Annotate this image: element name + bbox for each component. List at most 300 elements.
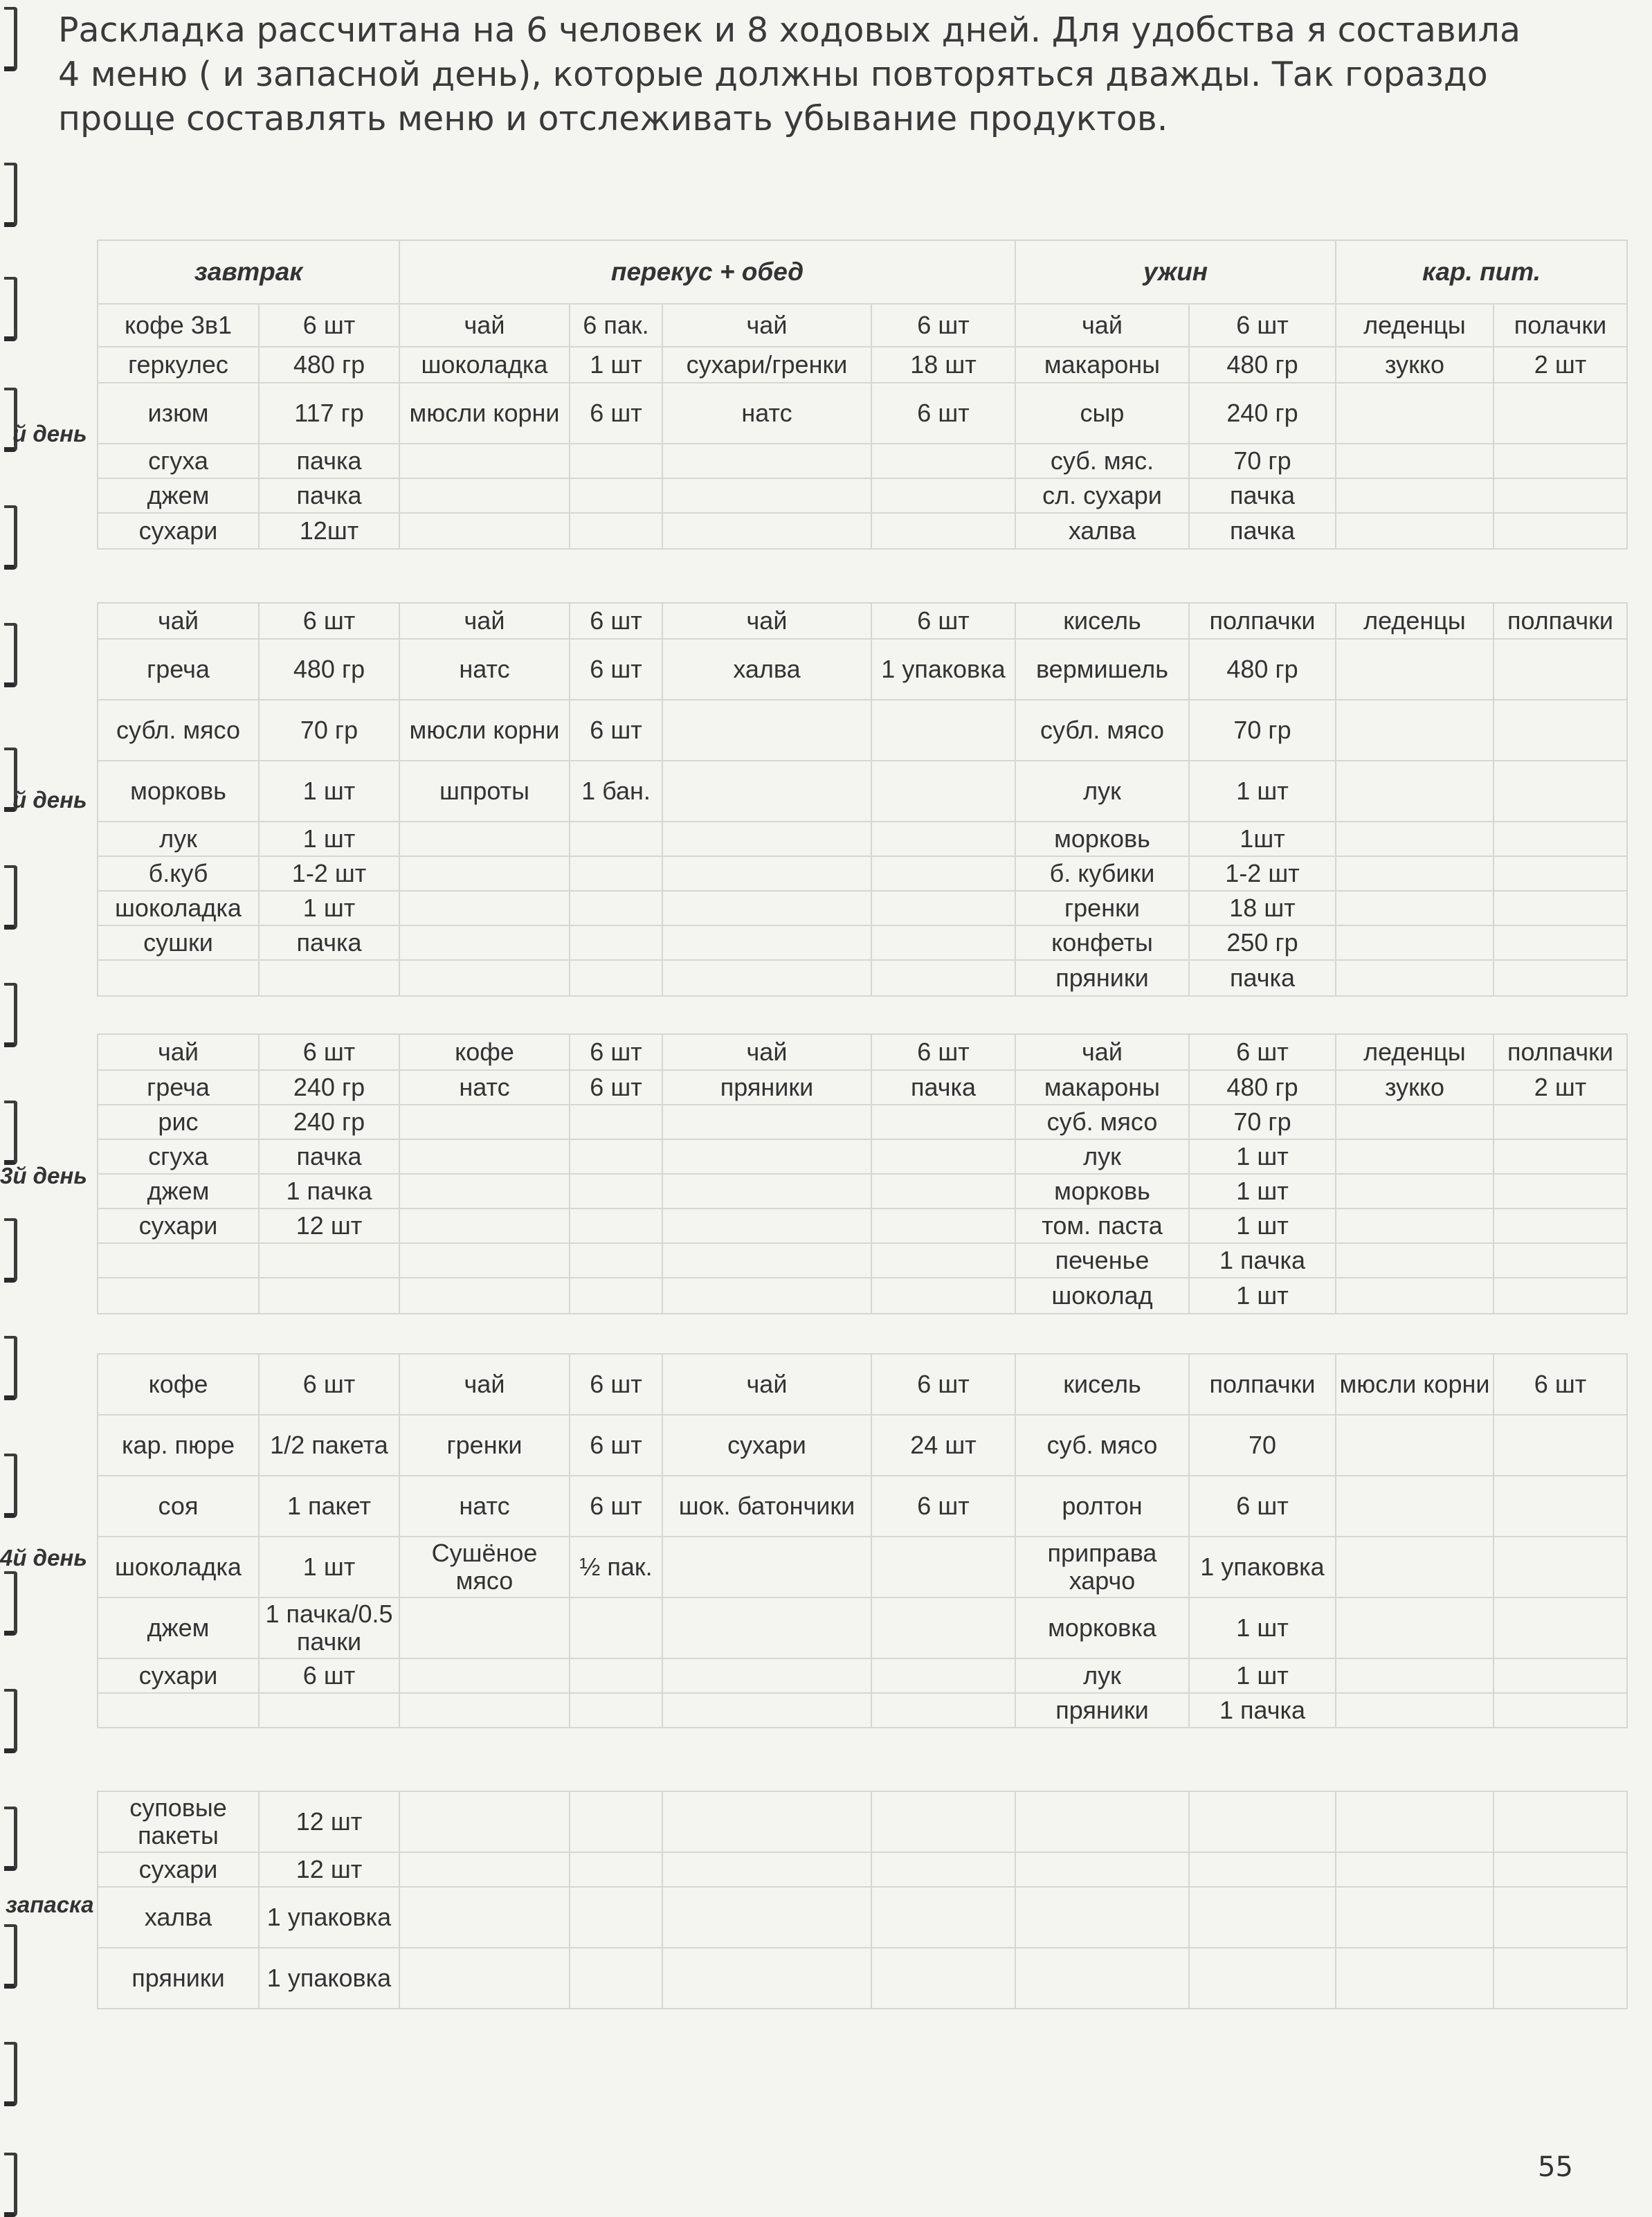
- table-cell: [1494, 856, 1627, 891]
- table-cell: [399, 1209, 570, 1243]
- table-row: [98, 1791, 1627, 1852]
- table-cell: ½ пак.: [570, 1537, 662, 1598]
- table-cell: лук: [1015, 761, 1189, 822]
- table-cell: [1336, 700, 1494, 761]
- table-cell: [1494, 1139, 1627, 1174]
- table-cell: [570, 925, 662, 960]
- spiral-ring: [4, 2153, 17, 2217]
- table-cell: [570, 1693, 662, 1728]
- table-cell: [1494, 1658, 1627, 1693]
- table-cell: чай: [662, 1034, 871, 1070]
- table-cell: джем: [98, 1174, 259, 1209]
- table-cell: [1494, 1415, 1627, 1476]
- table-cell: [662, 1105, 871, 1139]
- table-row: [98, 925, 1627, 960]
- spiral-ring: [4, 1101, 17, 1165]
- table-cell: сгуха: [98, 1139, 259, 1174]
- table-cell: [399, 1243, 570, 1278]
- table-cell: [871, 1209, 1015, 1243]
- table-cell: [662, 478, 871, 513]
- table-cell: [1494, 822, 1627, 856]
- table-cell: [1015, 1791, 1189, 1852]
- table-cell: [1494, 383, 1627, 444]
- table-cell: 6 шт: [570, 1476, 662, 1537]
- table-row: [98, 856, 1627, 891]
- intro-paragraph: Раскладка рассчитана на 6 человек и 8 ходовых дней. Для удобства я составила 4 меню ( и запасной день), которые должны повторяться дважды. Так гораздо проще составлять меню и отслеживать убывание продуктов.: [58, 10, 1521, 138]
- table-cell: морковь: [1015, 822, 1189, 856]
- table-cell: сухари: [98, 1852, 259, 1887]
- table-cell: 12шт: [259, 513, 399, 549]
- table-cell: 6 шт: [570, 1354, 662, 1415]
- table-cell: [399, 1105, 570, 1139]
- table-row: [98, 1598, 1627, 1658]
- table-cell: геркулес: [98, 347, 259, 383]
- table-cell: 6 шт: [1189, 1476, 1336, 1537]
- table-row: [98, 822, 1627, 856]
- table-cell: полпачки: [1494, 1034, 1627, 1070]
- table-cell: [1336, 891, 1494, 925]
- table-cell: [1494, 1598, 1627, 1658]
- table-cell: Сушёное мясо: [399, 1537, 570, 1598]
- table-cell: 1 пачка: [1189, 1693, 1336, 1728]
- table-cell: натс: [399, 1070, 570, 1105]
- table-row: [98, 1105, 1627, 1139]
- table-cell: [1494, 1948, 1627, 2009]
- day-3-table: [97, 1033, 1628, 1314]
- table-cell: пачка: [871, 1070, 1015, 1105]
- table-cell: 1 пачка: [1189, 1243, 1336, 1278]
- table-cell: 12 шт: [259, 1852, 399, 1887]
- table-cell: сыр: [1015, 383, 1189, 444]
- spiral-ring: [4, 1924, 17, 1989]
- table-cell: [662, 1693, 871, 1728]
- table-cell: полпачки: [1494, 603, 1627, 639]
- table-cell: шпроты: [399, 761, 570, 822]
- table-cell: 6 шт: [570, 1415, 662, 1476]
- table-cell: шоколадка: [98, 1537, 259, 1598]
- table-cell: [399, 444, 570, 478]
- table-cell: 6 шт: [570, 603, 662, 639]
- table-cell: чай: [399, 603, 570, 639]
- table-cell: [1336, 1476, 1494, 1537]
- table-row: [98, 1139, 1627, 1174]
- table-cell: кофе: [399, 1034, 570, 1070]
- table-cell: пряники: [1015, 1693, 1189, 1728]
- table-cell: 1 упаковка: [259, 1948, 399, 2009]
- table-cell: [1336, 1174, 1494, 1209]
- table-cell: натс: [662, 383, 871, 444]
- spiral-ring: [4, 277, 17, 341]
- table-cell: [662, 925, 871, 960]
- table-cell: [570, 891, 662, 925]
- table-row: [98, 761, 1627, 822]
- table-cell: [1494, 1209, 1627, 1243]
- table-cell: 6 шт: [1189, 304, 1336, 347]
- table-cell: 480 гр: [1189, 347, 1336, 383]
- day-4-table: [97, 1353, 1628, 1728]
- table-cell: [570, 1209, 662, 1243]
- page-number: 55: [1538, 2151, 1573, 2183]
- table-cell: [98, 1243, 259, 1278]
- day-2-table: [97, 602, 1628, 997]
- table-cell: [871, 444, 1015, 478]
- table-cell: кар. пюре: [98, 1415, 259, 1476]
- table-row: [98, 1278, 1627, 1314]
- table-cell: [871, 1105, 1015, 1139]
- table-cell: джем: [98, 478, 259, 513]
- table-cell: 6 шт: [871, 1476, 1015, 1537]
- spiral-ring: [4, 2042, 17, 2106]
- table-cell: [1494, 1887, 1627, 1948]
- table-row: [98, 1852, 1627, 1887]
- spiral-ring: [4, 1218, 17, 1283]
- table-cell: [1336, 960, 1494, 996]
- table-cell: [1015, 1948, 1189, 2009]
- table-cell: 1 шт: [259, 822, 399, 856]
- table-cell: [1189, 1948, 1336, 2009]
- spiral-ring: [4, 1807, 17, 1871]
- table-cell: [1336, 1537, 1494, 1598]
- table-cell: греча: [98, 639, 259, 700]
- table-cell: пачка: [1189, 513, 1336, 549]
- table-cell: [98, 960, 259, 996]
- table-cell: [399, 1658, 570, 1693]
- table-cell: [570, 1105, 662, 1139]
- table-cell: 6 пак.: [570, 304, 662, 347]
- header-pocket-food: кар. пит.: [1336, 240, 1627, 304]
- table-cell: [570, 1243, 662, 1278]
- table-cell: [1336, 1209, 1494, 1243]
- table-cell: 6 шт: [871, 383, 1015, 444]
- table-cell: [1336, 1105, 1494, 1139]
- spiral-ring: [4, 505, 17, 570]
- table-cell: [1336, 1852, 1494, 1887]
- table-cell: морковка: [1015, 1598, 1189, 1658]
- table-cell: кисель: [1015, 603, 1189, 639]
- table-row: [98, 1354, 1627, 1415]
- table-cell: [1494, 700, 1627, 761]
- table-cell: [662, 513, 871, 549]
- table-cell: сухари: [98, 1209, 259, 1243]
- table-cell: [1494, 960, 1627, 996]
- table-cell: леденцы: [1336, 1034, 1494, 1070]
- table-cell: лук: [98, 822, 259, 856]
- table-cell: [1494, 639, 1627, 700]
- spiral-ring: [4, 1571, 17, 1636]
- table-row: [98, 1948, 1627, 2009]
- table-cell: [259, 1278, 399, 1314]
- table-row: [98, 1537, 1627, 1598]
- table-cell: чай: [399, 1354, 570, 1415]
- menu-header-table: [97, 239, 1628, 305]
- table-row: [98, 603, 1627, 639]
- table-cell: сушки: [98, 925, 259, 960]
- spiral-ring: [4, 623, 17, 687]
- table-cell: [399, 1174, 570, 1209]
- table-cell: 1-2 шт: [259, 856, 399, 891]
- table-cell: [1015, 1852, 1189, 1887]
- header-dinner: ужин: [1015, 240, 1336, 304]
- table-cell: [1336, 761, 1494, 822]
- table-cell: [399, 1852, 570, 1887]
- table-cell: [1336, 513, 1494, 549]
- table-cell: ролтон: [1015, 1476, 1189, 1537]
- table-cell: 6 шт: [871, 1034, 1015, 1070]
- table-cell: том. паста: [1015, 1209, 1189, 1243]
- table-cell: чай: [1015, 304, 1189, 347]
- table-cell: субл. мясо: [98, 700, 259, 761]
- table-cell: [399, 925, 570, 960]
- table-cell: [399, 1139, 570, 1174]
- table-cell: [570, 1948, 662, 2009]
- table-cell: б.куб: [98, 856, 259, 891]
- table-cell: 6 шт: [1189, 1034, 1336, 1070]
- table-cell: соя: [98, 1476, 259, 1537]
- table-cell: чай: [662, 304, 871, 347]
- table-cell: 2 шт: [1494, 1070, 1627, 1105]
- table-cell: 12 шт: [259, 1791, 399, 1852]
- table-cell: [570, 960, 662, 996]
- table-cell: 1 пакет: [259, 1476, 399, 1537]
- table-row: [98, 1887, 1627, 1948]
- table-cell: 117 гр: [259, 383, 399, 444]
- table-row: [98, 1174, 1627, 1209]
- table-cell: 6 шт: [871, 603, 1015, 639]
- table-cell: 1 шт: [1189, 1658, 1336, 1693]
- table-cell: б. кубики: [1015, 856, 1189, 891]
- table-cell: [570, 1852, 662, 1887]
- table-cell: кисель: [1015, 1354, 1189, 1415]
- table-cell: морковь: [1015, 1174, 1189, 1209]
- table-cell: [662, 1537, 871, 1598]
- table-cell: макароны: [1015, 1070, 1189, 1105]
- table-cell: суб. мясо: [1015, 1415, 1189, 1476]
- table-cell: [1336, 639, 1494, 700]
- table-cell: [871, 856, 1015, 891]
- table-cell: [662, 700, 871, 761]
- table-cell: [1336, 478, 1494, 513]
- table-cell: [662, 1791, 871, 1852]
- table-cell: лук: [1015, 1658, 1189, 1693]
- table-cell: 480 гр: [259, 639, 399, 700]
- table-cell: [1494, 1105, 1627, 1139]
- table-cell: шок. батончики: [662, 1476, 871, 1537]
- table-cell: [662, 1243, 871, 1278]
- table-row: [98, 1243, 1627, 1278]
- table-cell: [662, 822, 871, 856]
- table-cell: [662, 1278, 871, 1314]
- table-cell: лук: [1015, 1139, 1189, 1174]
- table-cell: пачка: [259, 444, 399, 478]
- spiral-ring: [4, 1454, 17, 1518]
- table-cell: [1494, 761, 1627, 822]
- table-cell: [871, 478, 1015, 513]
- table-cell: пряники: [662, 1070, 871, 1105]
- table-cell: [1336, 1278, 1494, 1314]
- table-cell: [259, 1243, 399, 1278]
- spiral-ring: [4, 1689, 17, 1753]
- table-cell: [871, 1537, 1015, 1598]
- table-cell: [662, 1948, 871, 2009]
- table-cell: [1494, 1174, 1627, 1209]
- table-cell: [1189, 1791, 1336, 1852]
- table-cell: [1494, 1476, 1627, 1537]
- day-1-table: [97, 303, 1628, 550]
- day-label-3: 3й день: [0, 1163, 87, 1188]
- table-cell: [570, 1598, 662, 1658]
- table-cell: [1336, 856, 1494, 891]
- reserve-table: [97, 1791, 1628, 2009]
- table-cell: [570, 1174, 662, 1209]
- table-cell: макароны: [1015, 347, 1189, 383]
- table-cell: [1494, 1852, 1627, 1887]
- table-row: [98, 304, 1627, 347]
- day-label-2: й день: [12, 787, 87, 813]
- table-cell: пряники: [98, 1948, 259, 2009]
- table-cell: сухари: [98, 513, 259, 549]
- table-cell: [570, 1791, 662, 1852]
- table-cell: [871, 1887, 1015, 1948]
- table-cell: [1336, 383, 1494, 444]
- table-cell: [399, 478, 570, 513]
- table-cell: [662, 1658, 871, 1693]
- table-cell: [1336, 1139, 1494, 1174]
- table-cell: [662, 891, 871, 925]
- table-cell: конфеты: [1015, 925, 1189, 960]
- table-cell: чай: [662, 1354, 871, 1415]
- table-cell: 240 гр: [259, 1105, 399, 1139]
- spiral-ring: [4, 983, 17, 1047]
- day-label-4: 4й день: [0, 1545, 87, 1571]
- table-cell: 1 упаковка: [1189, 1537, 1336, 1598]
- table-cell: 18 шт: [871, 347, 1015, 383]
- table-row: [98, 700, 1627, 761]
- table-cell: [871, 891, 1015, 925]
- table-cell: 1 пачка/0.5 пачки: [259, 1598, 399, 1658]
- table-cell: [1336, 1658, 1494, 1693]
- table-cell: сгуха: [98, 444, 259, 478]
- table-row: [98, 347, 1627, 383]
- table-cell: пачка: [1189, 478, 1336, 513]
- table-cell: сухари/гренки: [662, 347, 871, 383]
- table-cell: [871, 822, 1015, 856]
- table-cell: 240 гр: [259, 1070, 399, 1105]
- table-cell: [399, 1791, 570, 1852]
- table-cell: [399, 1948, 570, 2009]
- header-breakfast: завтрак: [98, 240, 399, 304]
- table-cell: [1336, 925, 1494, 960]
- table-cell: гренки: [399, 1415, 570, 1476]
- header-snack-lunch: перекус + обед: [399, 240, 1015, 304]
- table-row: [98, 444, 1627, 478]
- table-cell: [662, 1852, 871, 1887]
- table-cell: [570, 1139, 662, 1174]
- table-cell: натс: [399, 1476, 570, 1537]
- table-cell: сухари: [662, 1415, 871, 1476]
- table-cell: [871, 761, 1015, 822]
- table-cell: [871, 700, 1015, 761]
- table-cell: [570, 478, 662, 513]
- table-cell: 2 шт: [1494, 347, 1627, 383]
- table-cell: [1494, 1537, 1627, 1598]
- table-cell: кофе 3в1: [98, 304, 259, 347]
- table-row: [98, 1070, 1627, 1105]
- table-cell: 240 гр: [1189, 383, 1336, 444]
- table-cell: 1 шт: [1189, 761, 1336, 822]
- table-cell: полпачки: [1189, 1354, 1336, 1415]
- table-row: [98, 478, 1627, 513]
- spiral-ring: [4, 163, 17, 227]
- table-cell: 70 гр: [1189, 444, 1336, 478]
- table-cell: [662, 1139, 871, 1174]
- table-cell: джем: [98, 1598, 259, 1658]
- table-cell: пряники: [1015, 960, 1189, 996]
- table-cell: 1шт: [1189, 822, 1336, 856]
- table-cell: 6 шт: [259, 603, 399, 639]
- table-cell: 70: [1189, 1415, 1336, 1476]
- table-cell: полачки: [1494, 304, 1627, 347]
- table-cell: [1494, 1791, 1627, 1852]
- table-row: [98, 1415, 1627, 1476]
- table-cell: 1 шт: [259, 891, 399, 925]
- table-cell: зукко: [1336, 347, 1494, 383]
- table-cell: печенье: [1015, 1243, 1189, 1278]
- table-cell: 1 шт: [1189, 1209, 1336, 1243]
- table-cell: шоколад: [1015, 1278, 1189, 1314]
- table-cell: [871, 1243, 1015, 1278]
- table-cell: [570, 1658, 662, 1693]
- table-cell: 6 шт: [259, 1354, 399, 1415]
- table-cell: 1 шт: [1189, 1278, 1336, 1314]
- table-cell: полпачки: [1189, 603, 1336, 639]
- table-cell: [1336, 1415, 1494, 1476]
- table-cell: 480 гр: [259, 347, 399, 383]
- table-cell: [871, 513, 1015, 549]
- table-cell: леденцы: [1336, 603, 1494, 639]
- table-cell: [399, 1887, 570, 1948]
- table-cell: [1336, 444, 1494, 478]
- table-row: [98, 1476, 1627, 1537]
- table-cell: [259, 960, 399, 996]
- table-cell: пачка: [1189, 960, 1336, 996]
- table-cell: 6 шт: [570, 639, 662, 700]
- table-cell: [1494, 925, 1627, 960]
- table-cell: гренки: [1015, 891, 1189, 925]
- table-cell: чай: [399, 304, 570, 347]
- table-cell: [871, 1658, 1015, 1693]
- table-cell: изюм: [98, 383, 259, 444]
- table-cell: 1 шт: [259, 761, 399, 822]
- table-cell: зукко: [1336, 1070, 1494, 1105]
- table-cell: 1 шт: [1189, 1139, 1336, 1174]
- table-cell: [1336, 822, 1494, 856]
- table-cell: [1494, 891, 1627, 925]
- table-cell: чай: [98, 603, 259, 639]
- table-cell: суповые пакеты: [98, 1791, 259, 1852]
- table-cell: 6 шт: [259, 304, 399, 347]
- table-cell: 70 гр: [1189, 700, 1336, 761]
- table-cell: халва: [662, 639, 871, 700]
- table-row: [98, 513, 1627, 549]
- table-cell: 6 шт: [1494, 1354, 1627, 1415]
- table-cell: [871, 1948, 1015, 2009]
- table-cell: [1189, 1852, 1336, 1887]
- table-row: [98, 639, 1627, 700]
- table-cell: [662, 444, 871, 478]
- table-cell: [1494, 1693, 1627, 1728]
- table-cell: [1336, 1791, 1494, 1852]
- table-cell: чай: [1015, 1034, 1189, 1070]
